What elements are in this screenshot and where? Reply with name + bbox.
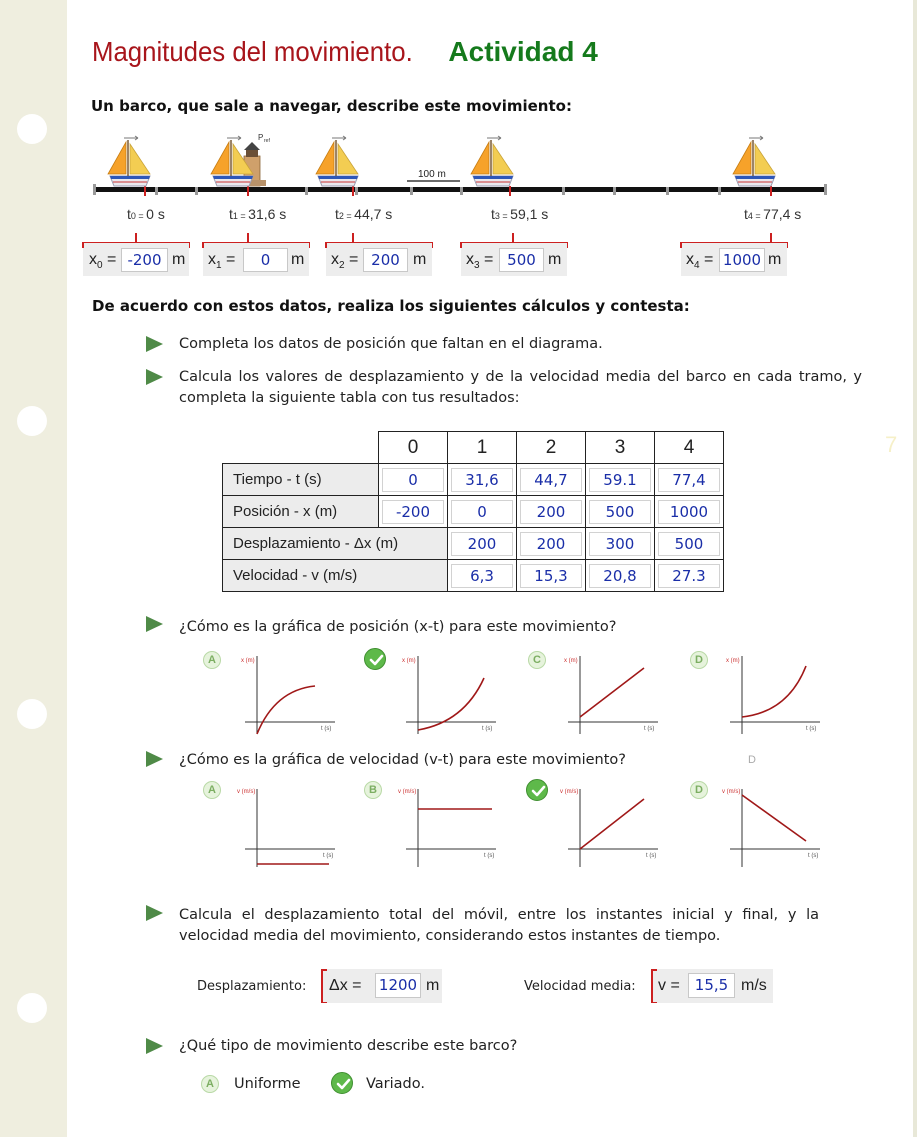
displacement-answer-box: Δx = 1200 m (321, 969, 442, 1003)
graph-option-b[interactable] (398, 652, 498, 736)
row-label: Tiempo - t (s) (223, 464, 379, 496)
graph-v-option-a[interactable] (237, 785, 337, 869)
time-label-3: t3 = 59,1 s (491, 206, 549, 222)
table-header: 4 (655, 432, 724, 464)
table-cell-input[interactable]: 500 (589, 500, 651, 524)
table-cell-input[interactable]: 1000 (658, 500, 720, 524)
svg-text:t (s): t (s) (321, 726, 332, 732)
svg-text:P: P (258, 133, 264, 142)
position-box-4: $x_4$ = 1000 m (681, 242, 787, 276)
table-cell-input[interactable]: -200 (382, 500, 444, 524)
title-main: Magnitudes del movimiento. (92, 36, 413, 67)
table-cell-input[interactable]: 6,3 (451, 564, 513, 588)
question-1-text: Completa los datos de posición que faltan en el diagrama. (179, 336, 603, 352)
position-input-2[interactable]: 200 (363, 248, 408, 272)
question-6-text: ¿Qué tipo de movimiento describe este barco? (179, 1038, 518, 1054)
instructions-text: De acuerdo con estos datos, realiza los siguientes cálculos y contesta: (92, 297, 690, 315)
table-cell-input[interactable]: 77,4 (658, 468, 720, 492)
table-row (223, 496, 724, 528)
position-box-3: $x_3$ = 500 m (461, 242, 567, 276)
question-2-text: Calcula los valores de desplazamiento y de la velocidad media del barco en cada tramo, y completa la siguiente tabla con tus resultados: (179, 369, 862, 406)
option-uniforme-label[interactable]: Uniforme (234, 1076, 301, 1092)
table-cell-input[interactable]: 500 (658, 532, 720, 556)
position-box-2: $x_2$ = 200 m (326, 242, 432, 276)
table-cell-input[interactable]: 20,8 (589, 564, 651, 588)
svg-text:t (s): t (s) (808, 853, 819, 859)
option-c-button[interactable]: C (528, 651, 546, 669)
row-label: Velocidad - v (m/s) (223, 560, 448, 592)
table-row (223, 528, 724, 560)
boat-icon (108, 136, 150, 186)
bullet-arrow-icon (146, 616, 163, 632)
table-cell-input[interactable]: 200 (520, 500, 582, 524)
position-input-3[interactable]: 500 (499, 248, 544, 272)
velocity-input[interactable]: 15,5 (688, 973, 735, 998)
svg-text:ref: ref (264, 138, 270, 144)
option-variado-label[interactable]: Variado. (366, 1076, 425, 1092)
results-table (222, 431, 724, 592)
position-input-0[interactable]: -200 (121, 248, 168, 272)
graph-option-c[interactable] (560, 652, 660, 736)
table-header: 0 (379, 432, 448, 464)
option-a-button[interactable]: A (203, 651, 221, 669)
table-row (223, 464, 724, 496)
table-header: 2 (517, 432, 586, 464)
table-cell-input[interactable]: 31,6 (451, 468, 513, 492)
option-b-button[interactable]: B (364, 781, 382, 799)
table-cell-input[interactable]: 0 (451, 500, 513, 524)
selected-check-icon[interactable] (526, 779, 548, 801)
svg-text:x (m): x (m) (402, 658, 416, 664)
bullet-arrow-icon (146, 1038, 163, 1054)
table-header-row (223, 432, 724, 464)
svg-text:v (m/s): v (m/s) (560, 789, 579, 795)
graph-option-a[interactable] (237, 652, 337, 736)
table-header: 3 (586, 432, 655, 464)
displacement-label: Desplazamiento: (197, 979, 307, 994)
stray-option-letter: D (748, 754, 756, 766)
table-cell-input[interactable]: 0 (382, 468, 444, 492)
svg-text:t (s): t (s) (323, 853, 334, 859)
svg-text:v (m/s): v (m/s) (398, 789, 417, 795)
binder-hole (17, 699, 47, 729)
time-label-2: t2 = 44,7 s (335, 206, 393, 222)
bullet-arrow-icon (146, 336, 163, 352)
question-4-text: ¿Cómo es la gráfica de velocidad (v-t) para este movimiento? (179, 752, 626, 768)
svg-text:x (m): x (m) (726, 658, 740, 664)
question-3-text: ¿Cómo es la gráfica de posición (x-t) para este movimiento? (179, 619, 617, 635)
boat-icon (733, 136, 775, 186)
svg-text:v (m/s): v (m/s) (237, 789, 256, 795)
page-title (92, 36, 598, 68)
table-cell-input[interactable]: 44,7 (520, 468, 582, 492)
position-box-0: $x_0$ = -200 m (83, 242, 189, 276)
bullet-arrow-icon (146, 751, 163, 767)
position-box-1: $x_1$ = 0 m (203, 242, 309, 276)
bullet-arrow-icon (146, 369, 163, 385)
table-row (223, 560, 724, 592)
row-label: Posición - x (m) (223, 496, 379, 528)
binder-hole (17, 406, 47, 436)
svg-text:t (s): t (s) (646, 853, 657, 859)
table-cell-input[interactable]: 27.3 (658, 564, 720, 588)
option-d-button[interactable]: D (690, 651, 708, 669)
graph-v-option-c[interactable] (560, 785, 660, 869)
svg-text:v (m/s): v (m/s) (722, 789, 741, 795)
boat-icon (316, 136, 358, 186)
svg-text:x (m): x (m) (241, 658, 255, 664)
time-label-1: t1 = 31,6 s (229, 206, 287, 222)
table-cell-input[interactable]: 200 (451, 532, 513, 556)
option-d-button[interactable]: D (690, 781, 708, 799)
title-activity: Actividad 4 (448, 36, 598, 67)
option-a-button[interactable]: A (203, 781, 221, 799)
position-input-4[interactable]: 1000 (719, 248, 765, 272)
graph-v-option-b[interactable] (398, 785, 498, 869)
svg-text:100 m: 100 m (418, 169, 446, 180)
svg-text:x (m): x (m) (564, 658, 578, 664)
table-header: 1 (448, 432, 517, 464)
svg-text:t (s): t (s) (482, 726, 493, 732)
table-cell-input[interactable]: 300 (589, 532, 651, 556)
svg-text:t (s): t (s) (806, 726, 817, 732)
position-input-1[interactable]: 0 (243, 248, 288, 272)
table-cell-input[interactable]: 15,3 (520, 564, 582, 588)
page-number: 7 (885, 432, 898, 457)
row-label: Desplazamiento - Δx (m) (223, 528, 448, 560)
notebook-margin (0, 0, 67, 1137)
velocity-answer-box: v = 15,5 m/s (651, 969, 773, 1003)
binder-hole (17, 114, 47, 144)
graph-v-option-d[interactable] (722, 785, 822, 869)
selected-check-icon[interactable] (364, 648, 386, 670)
svg-text:t (s): t (s) (644, 726, 655, 732)
motion-diagram (88, 128, 833, 200)
table-cell-input[interactable]: 59.1 (589, 468, 651, 492)
binder-hole (17, 993, 47, 1023)
question-5-text: Calcula el desplazamiento total del móvil, entre los instantes inicial y final, y la velocidad media del movimiento, considerando estos instantes de tiempo. (179, 907, 819, 944)
svg-text:t (s): t (s) (484, 853, 495, 859)
graph-option-d[interactable] (722, 652, 822, 736)
velocity-label: Velocidad media: (524, 979, 636, 994)
page-edge (913, 0, 917, 1137)
selected-check-icon[interactable] (331, 1072, 353, 1094)
option-a-button[interactable]: A (201, 1075, 219, 1093)
bullet-arrow-icon (146, 905, 163, 921)
table-cell-input[interactable]: 200 (520, 532, 582, 556)
time-label-4: t4 = 77,4 s (744, 206, 802, 222)
time-label-0: t0 = 0 s (127, 206, 165, 222)
intro-text: Un barco, que sale a navegar, describe este movimiento: (91, 97, 572, 115)
displacement-input[interactable]: 1200 (375, 973, 421, 998)
boat-icon (471, 136, 513, 186)
